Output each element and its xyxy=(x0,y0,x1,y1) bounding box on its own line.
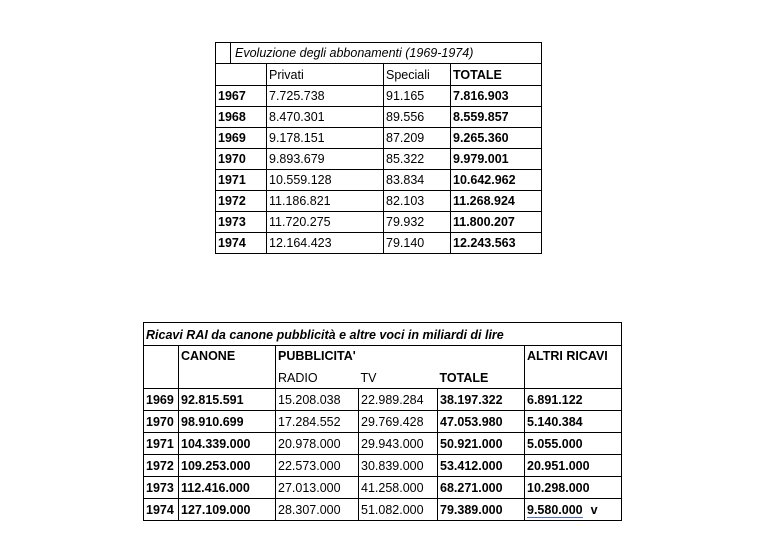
cell-year: 1974 xyxy=(216,233,267,254)
header-empty xyxy=(144,346,179,368)
cell-altri-ricavi: 5.055.000 xyxy=(525,433,622,455)
rai-revenue-table-title: Ricavi RAI da canone pubblicità e altre voci in miliardi di lire xyxy=(144,323,622,346)
table-row xyxy=(216,107,542,128)
cell-canone: 98.910.699 xyxy=(179,411,276,433)
cell-year: 1971 xyxy=(144,433,179,455)
cell-speciali: 83.834 xyxy=(384,170,451,191)
cell-tv: 22.989.284 xyxy=(359,389,438,411)
cell-totale: 11.800.207 xyxy=(451,212,542,233)
cell-totale: 9.265.360 xyxy=(451,128,542,149)
cell-totale: 10.642.962 xyxy=(451,170,542,191)
cell-radio: 22.573.000 xyxy=(276,455,359,477)
cell-mark: v xyxy=(590,503,598,517)
subscriptions-header-row xyxy=(216,64,542,86)
subheader-radio: RADIO xyxy=(276,367,359,389)
header-canone: CANONE xyxy=(179,346,276,368)
table-row xyxy=(216,128,542,149)
cell-privati: 7.725.738 xyxy=(267,86,384,107)
table-row xyxy=(144,477,622,499)
header-privati: Privati xyxy=(267,64,384,86)
subheader-empty xyxy=(525,367,622,389)
table-row xyxy=(216,170,542,191)
subheader-empty xyxy=(179,367,276,389)
cell-tv: 51.082.000 xyxy=(359,499,438,521)
subheader-totale: TOTALE xyxy=(438,367,525,389)
header-totale: TOTALE xyxy=(451,64,542,86)
cell-speciali: 87.209 xyxy=(384,128,451,149)
cell-year: 1967 xyxy=(216,86,267,107)
header-altri-ricavi: ALTRI RICAVI xyxy=(525,346,622,368)
cell-privati: 8.470.301 xyxy=(267,107,384,128)
subscriptions-table xyxy=(215,42,542,254)
cell-canone: 112.416.000 xyxy=(179,477,276,499)
cell-year: 1970 xyxy=(216,149,267,170)
cell-year: 1969 xyxy=(216,128,267,149)
cell-canone: 104.339.000 xyxy=(179,433,276,455)
cell-speciali: 79.140 xyxy=(384,233,451,254)
cell-year: 1970 xyxy=(144,411,179,433)
cell-year: 1972 xyxy=(144,455,179,477)
cell-altri-ricavi: 10.298.000 xyxy=(525,477,622,499)
cell-altri-ricavi-value: 9.580.000 xyxy=(527,503,583,517)
cell-privati: 11.720.275 xyxy=(267,212,384,233)
cell-totale: 12.243.563 xyxy=(451,233,542,254)
cell-totale: 53.412.000 xyxy=(438,455,525,477)
cell-totale: 7.816.903 xyxy=(451,86,542,107)
table-row xyxy=(216,212,542,233)
cell-radio: 27.013.000 xyxy=(276,477,359,499)
cell-radio: 15.208.038 xyxy=(276,389,359,411)
cell-totale: 11.268.924 xyxy=(451,191,542,212)
cell-divider xyxy=(218,43,231,63)
cell-altri-ricavi xyxy=(525,499,622,521)
cell-privati: 9.893.679 xyxy=(267,149,384,170)
table-row xyxy=(144,389,622,411)
cell-altri-ricavi: 5.140.384 xyxy=(525,411,622,433)
header-pubblicita: PUBBLICITA' xyxy=(276,346,525,368)
cell-totale: 9.979.001 xyxy=(451,149,542,170)
cell-radio: 20.978.000 xyxy=(276,433,359,455)
table-row xyxy=(144,411,622,433)
header-year xyxy=(216,64,267,86)
cell-year: 1971 xyxy=(216,170,267,191)
cell-tv: 41.258.000 xyxy=(359,477,438,499)
cell-totale: 8.559.857 xyxy=(451,107,542,128)
cell-speciali: 82.103 xyxy=(384,191,451,212)
cell-canone: 127.109.000 xyxy=(179,499,276,521)
table-row xyxy=(216,191,542,212)
cell-totale: 68.271.000 xyxy=(438,477,525,499)
cell-radio: 17.284.552 xyxy=(276,411,359,433)
cell-tv: 30.839.000 xyxy=(359,455,438,477)
cell-speciali: 89.556 xyxy=(384,107,451,128)
cell-altri-ricavi: 6.891.122 xyxy=(525,389,622,411)
cell-year: 1973 xyxy=(216,212,267,233)
cell-privati: 10.559.128 xyxy=(267,170,384,191)
table-row xyxy=(216,86,542,107)
cell-privati: 12.164.423 xyxy=(267,233,384,254)
cell-tv: 29.769.428 xyxy=(359,411,438,433)
cell-altri-ricavi: 20.951.000 xyxy=(525,455,622,477)
header-speciali: Speciali xyxy=(384,64,451,86)
cell-privati: 11.186.821 xyxy=(267,191,384,212)
table-row xyxy=(216,233,542,254)
cell-totale: 38.197.322 xyxy=(438,389,525,411)
cell-totale: 47.053.980 xyxy=(438,411,525,433)
table-row xyxy=(144,499,622,521)
rai-revenue-table xyxy=(143,322,622,521)
cell-year: 1972 xyxy=(216,191,267,212)
cell-year: 1968 xyxy=(216,107,267,128)
cell-totale: 50.921.000 xyxy=(438,433,525,455)
subheader-tv: TV xyxy=(359,367,438,389)
cell-speciali: 91.165 xyxy=(384,86,451,107)
cell-tv: 29.943.000 xyxy=(359,433,438,455)
cell-privati: 9.178.151 xyxy=(267,128,384,149)
cell-speciali: 79.932 xyxy=(384,212,451,233)
table-row xyxy=(144,455,622,477)
cell-year: 1969 xyxy=(144,389,179,411)
cell-canone: 92.815.591 xyxy=(179,389,276,411)
cell-year: 1974 xyxy=(144,499,179,521)
table-row xyxy=(216,149,542,170)
subheader-empty xyxy=(144,367,179,389)
cell-speciali: 85.322 xyxy=(384,149,451,170)
subscriptions-table-title: Evoluzione degli abbonamenti (1969-1974) xyxy=(216,43,542,64)
cell-totale: 79.389.000 xyxy=(438,499,525,521)
cell-year: 1973 xyxy=(144,477,179,499)
cell-canone: 109.253.000 xyxy=(179,455,276,477)
cell-radio: 28.307.000 xyxy=(276,499,359,521)
table-row xyxy=(144,433,622,455)
